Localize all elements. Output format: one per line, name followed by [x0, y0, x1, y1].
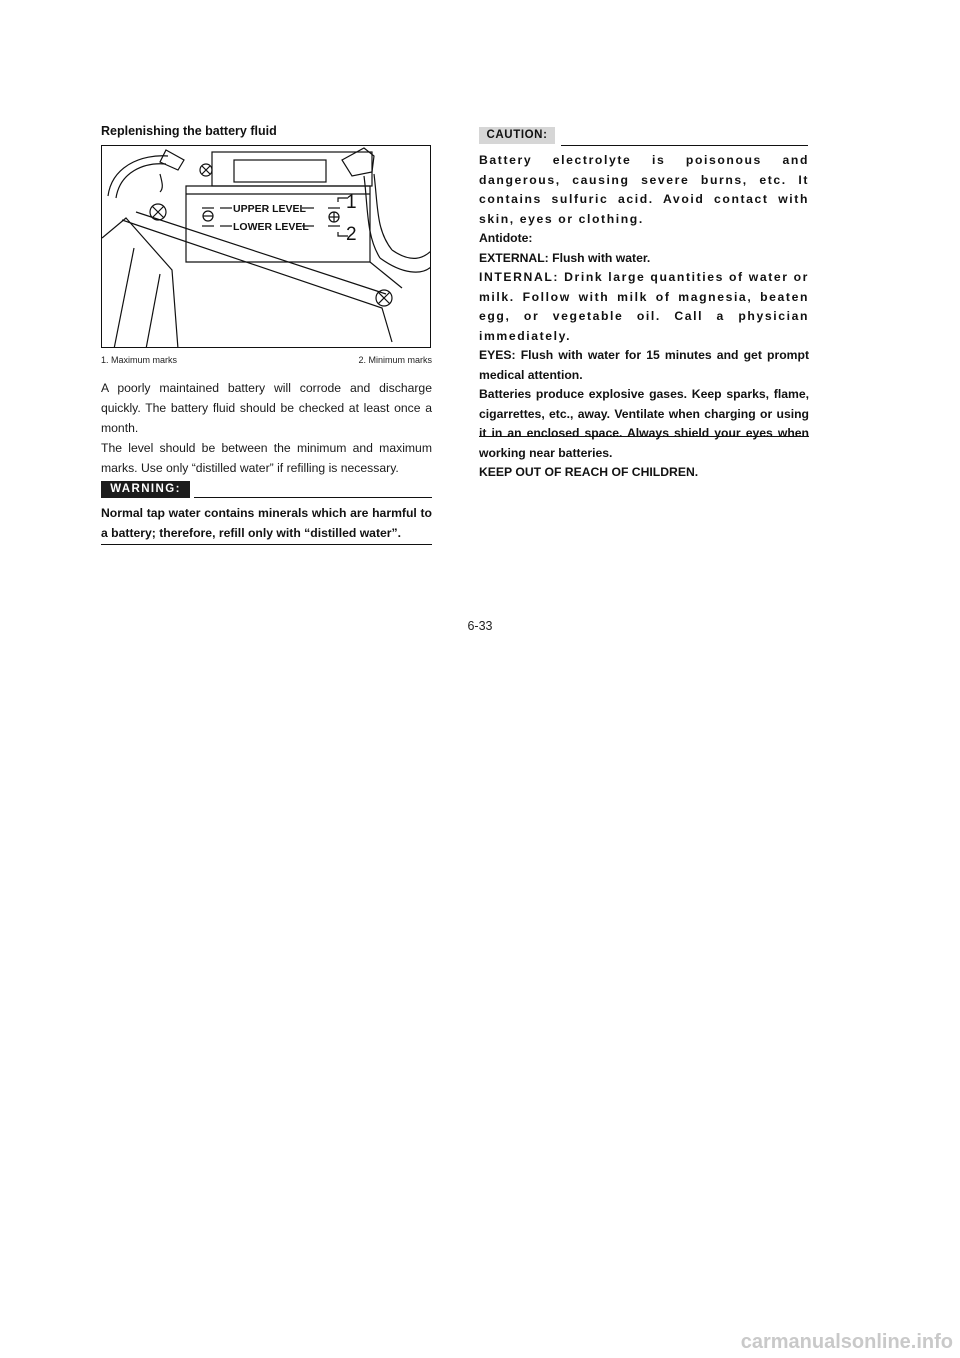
warning-badge: WARNING: — [101, 481, 190, 498]
caution-paragraph: Antidote: — [479, 231, 533, 245]
page-number: 6-33 — [467, 619, 493, 633]
caution-paragraph: EXTERNAL: Flush with water. — [479, 250, 651, 265]
body-paragraph: A poorly maintained battery will corrode and discharge quickly. The battery fluid should be checked at least once a month. — [101, 381, 432, 435]
callout-1: 1 — [346, 192, 357, 213]
body-paragraph: The level should be between the minimum and maximum marks. Use only “distilled water” if refilling is necessary. — [101, 441, 432, 475]
caption-minimum-marks: 2. Minimum marks — [358, 355, 432, 365]
caption-maximum-marks: 1. Maximum marks — [101, 355, 178, 365]
caution-paragraph: INTERNAL: Drink large quantities of water or milk. Follow with milk of magnesia, beaten egg, or vegetable oil. Call a physician immediately. — [479, 270, 809, 343]
warning-top-rule — [194, 497, 432, 498]
callout-2: 2 — [346, 224, 357, 245]
warning-text: Normal tap water contains minerals which are harmful to a battery; therefore, refill only with “distilled water”. — [101, 506, 432, 540]
caution-paragraph: Battery electrolyte is poisonous and dangerous, causing severe burns, etc. It contains sulfuric acid. Avoid contact with skin, eyes or clothing. — [479, 153, 809, 226]
caution-paragraph: Batteries produce explosive gases. Keep sparks, flame, cigarrettes, etc., away. Ventilate when charging or using it in an enclosed space. Always shield your eyes when working near batteries. — [479, 387, 809, 460]
upper-level-label: UPPER LEVEL — [233, 203, 306, 215]
lower-level-label: LOWER LEVEL — [233, 221, 309, 233]
section-heading: Replenishing the battery fluid — [101, 124, 277, 138]
caution-paragraph: EYES: Flush with water for 15 minutes and get prompt medical attention. — [479, 348, 809, 382]
caution-badge: CAUTION: — [479, 127, 555, 144]
watermark: carmanualsonline.info — [740, 1331, 953, 1353]
caution-top-rule — [561, 145, 808, 146]
caution-body — [479, 151, 809, 483]
caution-bottom-rule — [479, 436, 809, 437]
warning-bottom-rule — [101, 544, 432, 545]
caution-paragraph: KEEP OUT OF REACH OF CHILDREN. — [479, 465, 699, 479]
battery-illustration — [101, 145, 431, 348]
